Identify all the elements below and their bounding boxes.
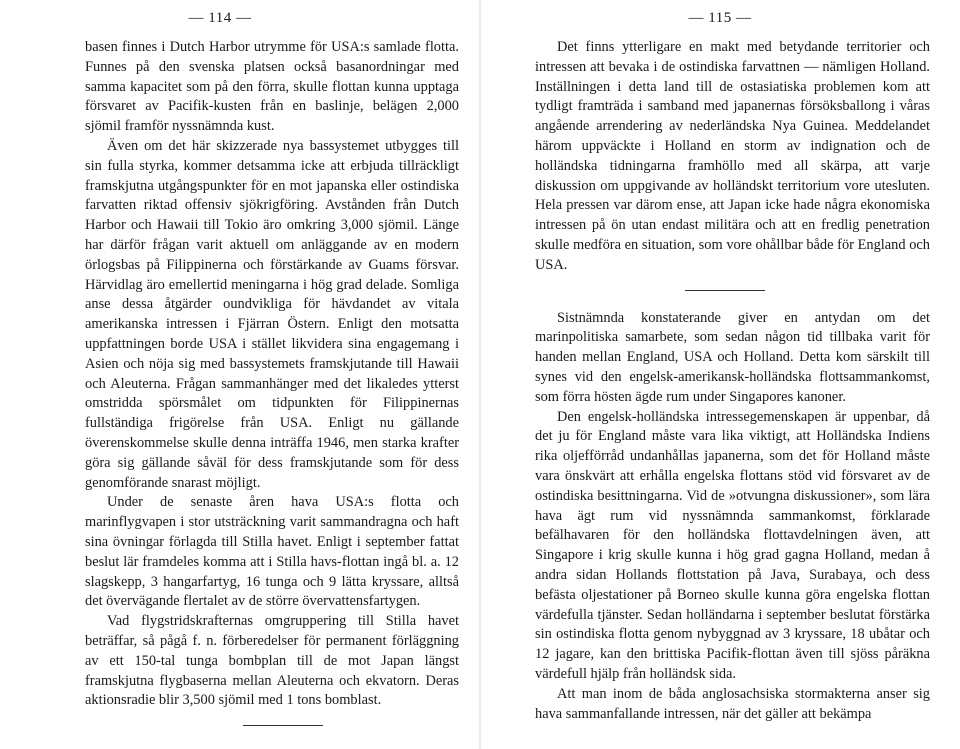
paragraph: Det finns ytterligare en makt med betydande territorier och intressen att bevaka i de ostindiska farvattnen — nämligen Holland. Inställningen i detta land till de ostasiatiska problemen kom att tydligt framträda i samband med japanernas försöksballong i våras angående arrendering av nederländska Nya Guinea. Meddelandet härom uppväckte i Holland en storm av indignation och de holländska tidningarna framhöllo med all skärpa, att varje diskussion om uppgivande av holländskt territorium vore utesluten. Hela pressen var därom ense, att Japan icke hade några ekonomiska intressen på ön utan endast militära och att en fredlig penetration skulle medföra en situation, som vore ohållbar både för England och USA. [535,39,930,273]
paragraph: Under de senaste åren hava USA:s flotta och marinflygvapen i stor utsträckning varit sammandragna och haft sina övningar förlagda till Stilla havet. Enligt i september fattat beslut lär framdeles komma att i Stilla havs-flottan ingå bl. a. 12 slagskepp, 3 hangarfartyg, 16 tunga och 9 lätta kryssare, alltså det övervägande flertalet av de större övervattensfartygen. [85,494,459,610]
paragraph: basen finnes i Dutch Harbor utrymme för USA:s samlade flotta. Funnes på den svenska platsen också basanordningar med samma kapacitet som på den förra, skulle flottan kunna upptaga försvaret av Pacifik-kusten från en baslinje, belägen 2,000 sjömil framför nyssnämnda kust. [85,39,459,135]
paragraph: Den engelsk-holländska intressegemenskapen är uppenbar, då det ju för England måste vara lika viktigt, att Holländska Indiens rika oljefförråd undanhållas japanerna, som det för Holland måste vara önskvärt att erhålla engelska flottans stöd vid försvaret av de ostindiska besittningarna. Vid de »otvungna diskussioner», som lära hava ägt rum vid nyssnämnda sammankomst, förklarade befälhavaren för den holländska flottavdelningen även, att Singapore i krig skulle kunna i hög grad gagna Holland, medan å andra sidan Hollands flottstation på Java, Surabaya, och dess befästa oljestationer på Borneo skulle kunna göra engelska flottan värdefulla tjänster. Sedan holländarna i september beslutat förstärka sin ostindiska flotta genom nybyggnad av 3 kryssare, 18 ubåtar och 12 jagare, kan den brittiska Pacifik-flottan även till sjöss påräkna värdefull hjälp från holländsk sida. [535,408,930,682]
paragraph: Sistnämnda konstaterande giver en antydan om det marinpolitiska samarbete, som sedan någon tid tillbaka varit för handen mellan England, USA och Holland. Detta kom särskilt till synes vid den engelsk-amerikansk-holländska flottsammankomst, som förra hösten ägde rum under Singapores kanoner. [535,309,930,405]
section-divider [685,290,765,291]
right-page-text [535,38,930,724]
right-page [480,0,960,749]
page-number-left: — 114 — [188,10,252,26]
paragraph: Även om det här skizzerade nya bassystemet utbygges till sin fulla styrka, kommer detsamma icke att erbjuda tillräckligt framskjutna utgångspunkter för en mot japanska eller ostindiska farvatten riktad offensiv sjökrigföring. Avstånden från Dutch Harbor och Hawaii till Tokio äro omkring 3,000 sjömil. Länge har därför frågan varit aktuell om anläggande av en modern örlogsbas på Filippinerna och förstärkande av Guams försvar. Härvidlag äro emellertid meningarna i hög grad delade. Somliga anse dessa åtgärder oundvikliga för hävdandet av vitala amerikanska intressen i Fjärran Östern. Enligt den motsatta uppfattningen borde USA i stället likvidera sina engagemang i Asien och nöja sig med bassystemets framskjutande till Hawaii och Aleuterna. Frågan sammanhänger med det likaledes ytterst omstridda spörsmålet om tidpunkten för Filippinernas fullständiga frigörelse från USA. Enligt nu gällande överenskommelse skulle denna inträffa 1946, men starka krafter göra sig gällande såväl för dess framskjutande som för dess genomförande snarast möjligt. [85,137,459,491]
section-divider [243,725,323,726]
page-number-right: — 115 — [688,10,752,26]
left-page-text [85,38,459,744]
paragraph: Vad flygstridskrafternas omgruppering till Stilla havet beträffar, så pågå f. n. förberedelser för permanent förläggning av ett 150-tal tunga bombplan till de mot Japan längst framskjutna flygbaserna mellan Aleuterna och ekvatorn. Deras aktionsradie blir 3,500 sjömil med 1 tons bomblast. [85,613,459,709]
paragraph: Att man inom de båda anglosachsiska stormakterna anser sig hava sammanfallande intressen, när det gäller att bekämpa [535,685,930,722]
